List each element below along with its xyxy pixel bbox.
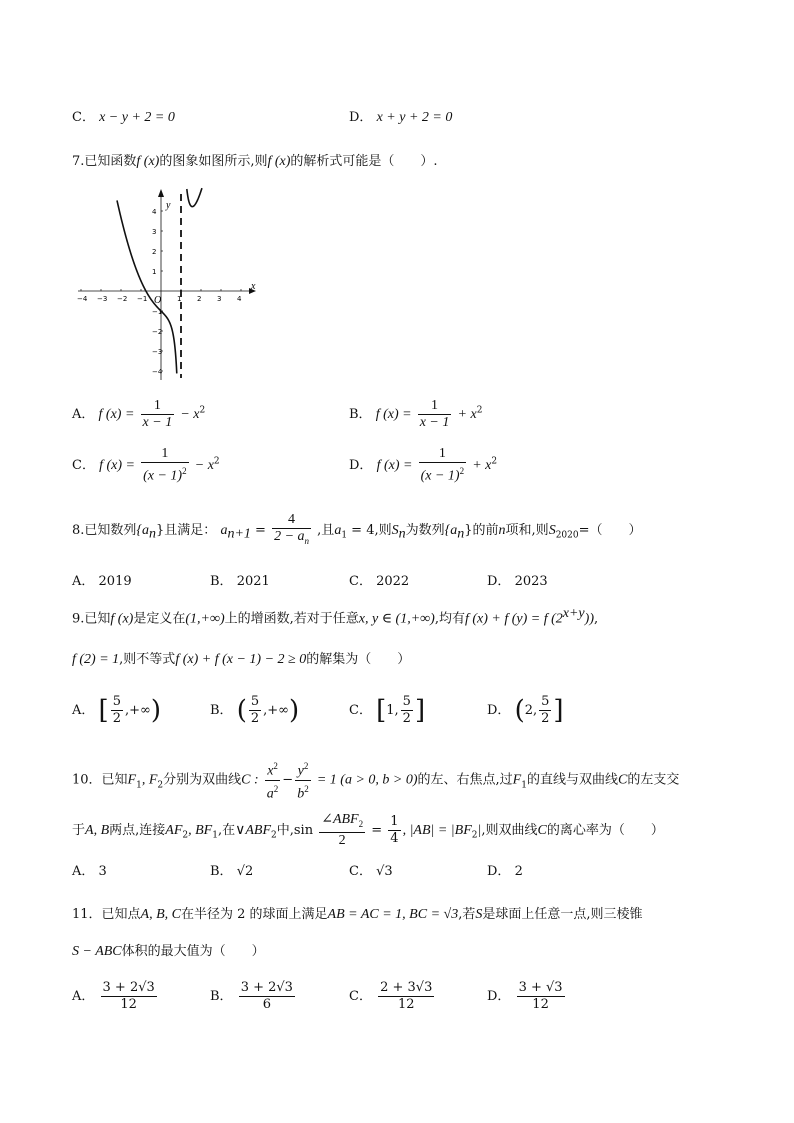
q11-option-c: C． $\frac{2 + 3√3}{12}$	[349, 980, 433, 1012]
y-tick-label: 1	[152, 268, 157, 276]
q11-option-b: B． $\frac{3 + 2√3}{6}$	[210, 980, 293, 1012]
y-tick-label: −4	[152, 368, 163, 376]
q11-stem-line1: 11．已知点A, B, C在半径为 2 的球面上满足AB = AC = 1, BC = √3,若S是球面上任意一点,则三棱锥	[72, 907, 643, 922]
x-tick-label: −2	[117, 295, 128, 303]
y-tick-label: 2	[152, 248, 157, 256]
q7-option-a: A． f (x) = $\frac{1}{x - 1}$ − $x^2$	[72, 398, 206, 430]
q8-option-d: D． 2023	[487, 574, 548, 589]
x-tick-label: 1	[177, 295, 182, 303]
q9-option-a: A． [ $\frac{5}{2}$ ,+∞)	[72, 694, 161, 726]
q10-stem-line2: 于A, B两点,连接$AF_2$, $BF_1$,在$\vee ABF_2$中,sin $\frac{\angle ABF_2}{2}$ = $\frac{1}{4}$ , $|AB| = |BF_2|$,则双曲线C的离心率为（ ）	[72, 812, 664, 848]
q8-option-c: C． 2022	[349, 574, 410, 589]
q9-option-c: C． [1, $\frac{5}{2}$ ]	[349, 694, 426, 726]
x-tick-label: 4	[237, 295, 242, 303]
y-tick-label: −2	[152, 328, 163, 336]
curve-right-branch	[187, 188, 202, 207]
origin-label: O	[154, 295, 162, 306]
x-tick-label: 2	[197, 295, 202, 303]
q7-option-b: B． f (x) = $\frac{1}{x - 1}$ + $x^2$	[349, 398, 483, 430]
q8-option-a: A． 2019	[72, 574, 132, 589]
x-axis-label: x	[251, 281, 256, 292]
q8-option-b: B． 2021	[210, 574, 270, 589]
x-tick-label: −1	[137, 295, 148, 303]
x-tick-label: −3	[97, 295, 108, 303]
q9-option-b: B． ( $\frac{5}{2}$ ,+∞)	[210, 694, 300, 726]
y-tick-label: 3	[152, 228, 157, 236]
q9-stem-line1: 9.已知f (x)是定义在(1,+∞)上的增函数,若对于任意x, y ∈ (1,+∞),均有f (x) + f (y) = f $(2^{x+y})$),	[72, 606, 599, 627]
q11-option-a: A． $\frac{3 + 2√3}{12}$	[72, 980, 155, 1012]
q7-option-c: C． f (x) = $\frac{1}{(x - 1)^2}$ − $x^2$	[72, 446, 220, 484]
q8-stem: 8.已知数列$\{a_n\}$且满足： $a_{n+1}$ = $\frac{4}{2 - a_n}$ ,且$a_1 = 4$,则$S_n$为数列$\{a_n\}$的前n项和,则$S_{2020}=$（ ）	[72, 512, 642, 546]
x-tick-label: −4	[77, 295, 88, 303]
y-axis-arrow	[158, 189, 164, 197]
y-tick-label: −1	[152, 308, 163, 316]
q10-option-d: D． 2	[487, 864, 523, 879]
function-graph	[76, 186, 260, 382]
q9-stem-line2: f (2) = 1,则不等式f (x) + f (x − 1) − 2 ≥ 0的解集为（ ）	[72, 652, 411, 667]
q6-option-d: D． x + y + 2 = 0	[349, 110, 453, 125]
curve-left-branch	[117, 200, 177, 373]
q10-option-a: A． 3	[72, 864, 107, 879]
q11-stem-line2: S − ABC体积的最大值为（ ）	[72, 944, 265, 959]
y-tick-label: −3	[152, 348, 163, 356]
x-tick-label: 3	[217, 295, 222, 303]
q7-option-d: D． f (x) = $\frac{1}{(x - 1)^2}$ + $x^2$	[349, 446, 498, 484]
axis-ticks	[77, 208, 242, 376]
y-axis-label: y	[166, 200, 171, 211]
q7-stem: 7.已知函数f (x)的图象如图所示,则f (x)的解析式可能是（ ）.	[72, 154, 438, 169]
q10-stem-line1: 10．已知$F_1$, $F_2$分别为双曲线C : $\frac{x^2}{a^2}$ − $\frac{y^2}{b^2}$ = 1 (a > 0, b > 0)的左、右焦点,过$F_1$的直线与双曲线C的左支交	[72, 758, 679, 802]
q6-option-c: C． x − y + 2 = 0	[72, 110, 175, 125]
y-tick-label: 4	[152, 208, 157, 216]
q10-option-b: B． √2	[210, 864, 254, 879]
q11-option-d: D． $\frac{3 + √3}{12}$	[487, 980, 563, 1012]
q9-option-d: D． (2, $\frac{5}{2}$ ]	[487, 694, 564, 726]
q10-option-c: C． √3	[349, 864, 393, 879]
